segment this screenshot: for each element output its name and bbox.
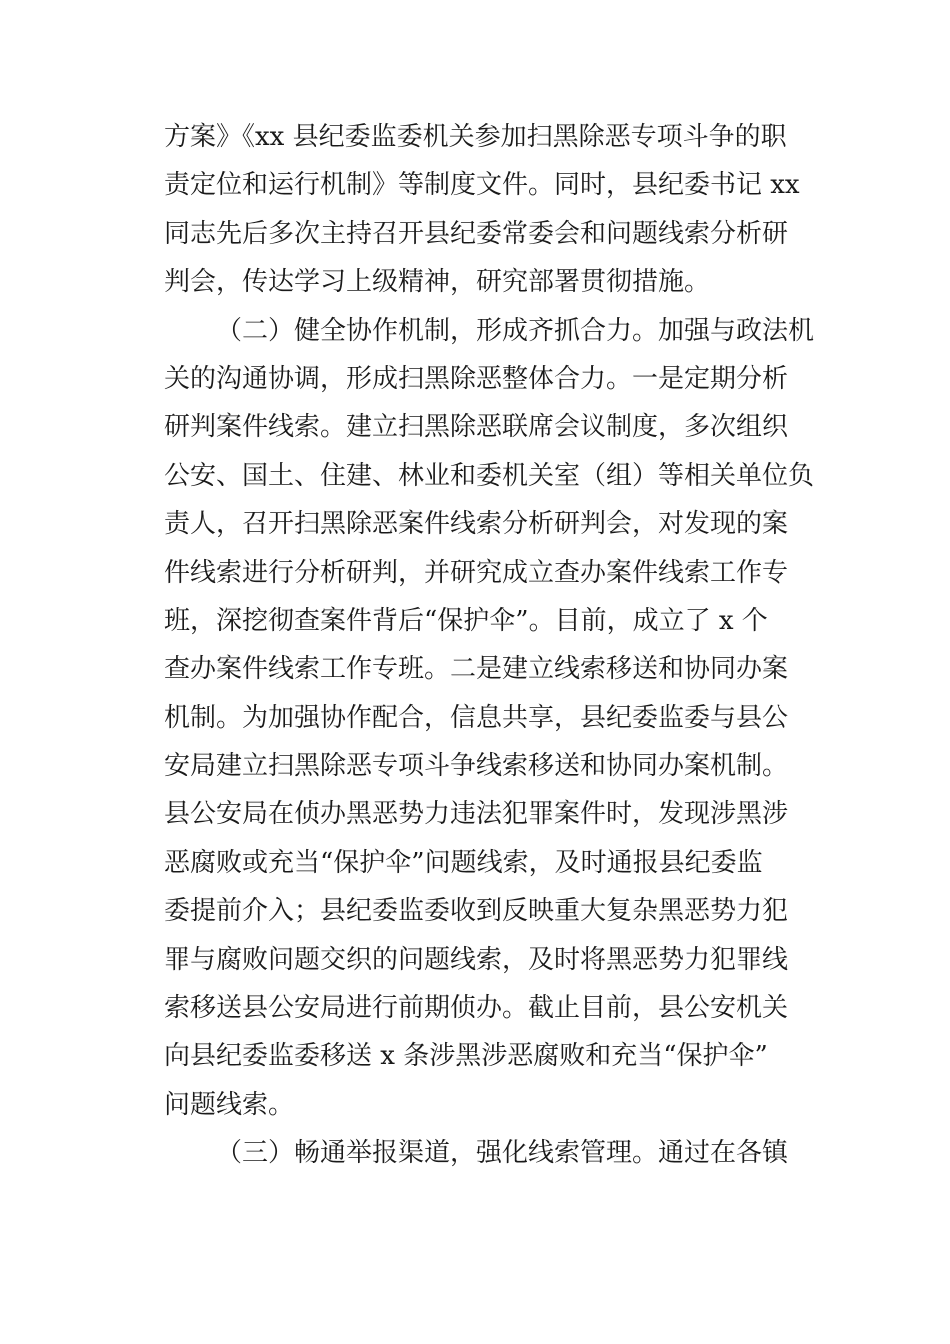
text-line: 方案》《xx 县纪委监委机关参加扫黑除恶专项斗争的职 xyxy=(164,122,787,152)
text-line: 责人，召开扫黑除恶案件线索分析研判会，对发现的案 xyxy=(164,509,789,540)
text-line: 问题线索。 xyxy=(164,1089,295,1120)
text-line: 件线索进行分析研判，并研究成立查办案件线索工作专 xyxy=(164,557,789,588)
text-line: 判会，传达学习上级精神，研究部署贯彻措施。 xyxy=(164,267,711,298)
text-line: 查办案件线索工作专班。二是建立线索移送和协同办案 xyxy=(164,654,789,685)
text-line: 恶腐败或充当“保护伞”问题线索，及时通报县纪委监 xyxy=(164,847,763,878)
paragraph-heading-line: （二）健全协作机制，形成齐抓合力。加强与政法机 xyxy=(216,315,815,346)
body-text xyxy=(164,113,815,1178)
text-line: 班，深挖彻查案件背后“保护伞”。目前，成立了 x 个 xyxy=(164,605,768,636)
text-line: 罪与腐败问题交织的问题线索，及时将黑恶势力犯罪线 xyxy=(164,944,789,975)
text-line: 同志先后多次主持召开县纪委常委会和问题线索分析研 xyxy=(164,218,789,249)
text-line: 向县纪委监委移送 x 条涉黑涉恶腐败和充当“保护伞” xyxy=(164,1041,768,1072)
text-line: 安局建立扫黑除恶专项斗争线索移送和协同办案机制。 xyxy=(164,751,789,782)
text-line: 责定位和运行机制》等制度文件。同时，县纪委书记 xx xyxy=(164,170,800,201)
text-line: 索移送县公安局进行前期侦办。截止目前，县公安机关 xyxy=(164,993,789,1024)
text-line: 县公安局在侦办黑恶势力违法犯罪案件时，发现涉黑涉 xyxy=(164,799,789,830)
text-line: 公安、国土、住建、林业和委机关室（组）等相关单位负 xyxy=(164,460,815,491)
text-line: 研判案件线索。建立扫黑除恶联席会议制度，多次组织 xyxy=(164,412,789,443)
text-line: 机制。为加强协作配合，信息共享，县纪委监委与县公 xyxy=(164,702,789,733)
text-line: 委提前介入；县纪委监委收到反映重大复杂黑恶势力犯 xyxy=(164,896,789,927)
paragraph-heading-line: （三）畅通举报渠道，强化线索管理。通过在各镇 xyxy=(216,1138,789,1169)
text-line: 关的沟通协调，形成扫黑除恶整体合力。一是定期分析 xyxy=(164,363,789,394)
